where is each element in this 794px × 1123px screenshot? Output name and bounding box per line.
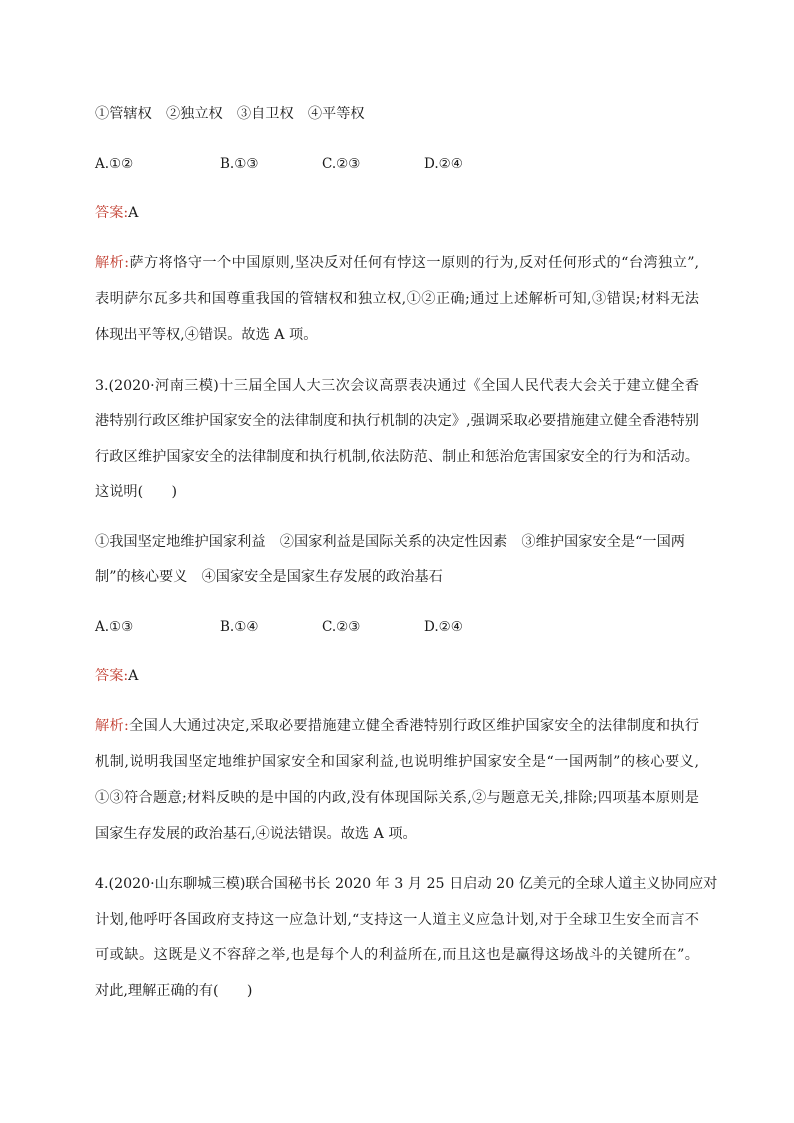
q2-statements: ①管辖权 ②独立权 ③自卫权 ④平等权	[95, 106, 365, 122]
analysis-label: 解析:	[95, 255, 129, 271]
q3-option-c: C.②③	[322, 619, 361, 635]
analysis-label: 解析:	[95, 718, 129, 734]
answer-label: 答案:	[95, 205, 129, 221]
q3-statement-line: 制”的核心要义 ④国家安全是国家生存发展的政治基石	[95, 569, 443, 585]
q3-stem-line: 行政区维护国家安全的法律制度和执行机制,依法防范、制止和惩治危害国家安全的行为和活动。	[95, 449, 699, 465]
answer-value: A	[128, 668, 139, 684]
q4-stem-line: 可或缺。这既是义不容辞之举,也是每个人的利益所在,而且这也是赢得这场战斗的关键所在”。	[95, 947, 699, 963]
q2-option-b: B.①③	[220, 156, 259, 172]
q3-analysis-line: 国家生存发展的政治基石,④说法错误。故选 A 项。	[95, 826, 417, 842]
q3-analysis-line: 机制,说明我国坚定地维护国家安全和国家利益,也说明维护国家安全是“一国两制”的核心要义,	[95, 754, 699, 770]
q3-analysis-line: 解析:全国人大通过决定,采取必要措施建立健全香港特别行政区维护国家安全的法律制度和执行	[95, 718, 700, 734]
q2-option-a: A.①②	[95, 156, 134, 172]
q3-stem-line: 港特别行政区维护国家安全的法律制度和执行机制的决定》,强调采取必要措施建立健全香港特别	[95, 413, 699, 429]
q4-stem-line: 对此,理解正确的有( )	[95, 983, 253, 999]
q3-answer	[95, 666, 138, 686]
q2-option-c: C.②③	[322, 156, 361, 172]
q2-analysis-line: 解析:萨方将恪守一个中国原则,坚决反对任何有悖这一原则的行为,反对任何形式的“台湾独立”,	[95, 255, 700, 271]
q3-analysis-line: ①③符合题意;材料反映的是中国的内政,没有体现国际关系,②与题意无关,排除;四项基本原则是	[95, 790, 699, 806]
q3-stem-line: 3.(2020·河南三模)十三届全国人大三次会议高票表决通过《全国人民代表大会关于建立健全香	[95, 378, 699, 394]
q2-analysis-line: 体现出平等权,④错误。故选 A 项。	[95, 327, 318, 343]
q3-option-d: D.②④	[424, 619, 463, 635]
q3-option-a: A.①③	[95, 619, 134, 635]
q4-stem-line: 4.(2020·山东聊城三模)联合国秘书长 2020 年 3 月 25 日启动 20 亿美元的全球人道主义协同应对	[95, 876, 718, 892]
q2-option-d: D.②④	[424, 156, 463, 172]
q3-stem-line: 这说明( )	[95, 484, 178, 500]
q3-statement-line: ①我国坚定地维护国家利益 ②国家利益是国际关系的决定性因素 ③维护国家安全是“一国两	[95, 534, 685, 550]
q2-answer	[95, 203, 138, 223]
q4-stem-line: 计划,他呼吁各国政府支持这一应急计划,“支持这一人道主义应急计划,对于全球卫生安全而言不	[95, 912, 699, 928]
answer-label: 答案:	[95, 668, 129, 684]
q2-analysis-line: 表明萨尔瓦多共和国尊重我国的管辖权和独立权,①②正确;通过上述解析可知,③错误;材料无法	[95, 291, 699, 307]
answer-value: A	[128, 205, 139, 221]
q3-option-b: B.①④	[220, 619, 259, 635]
